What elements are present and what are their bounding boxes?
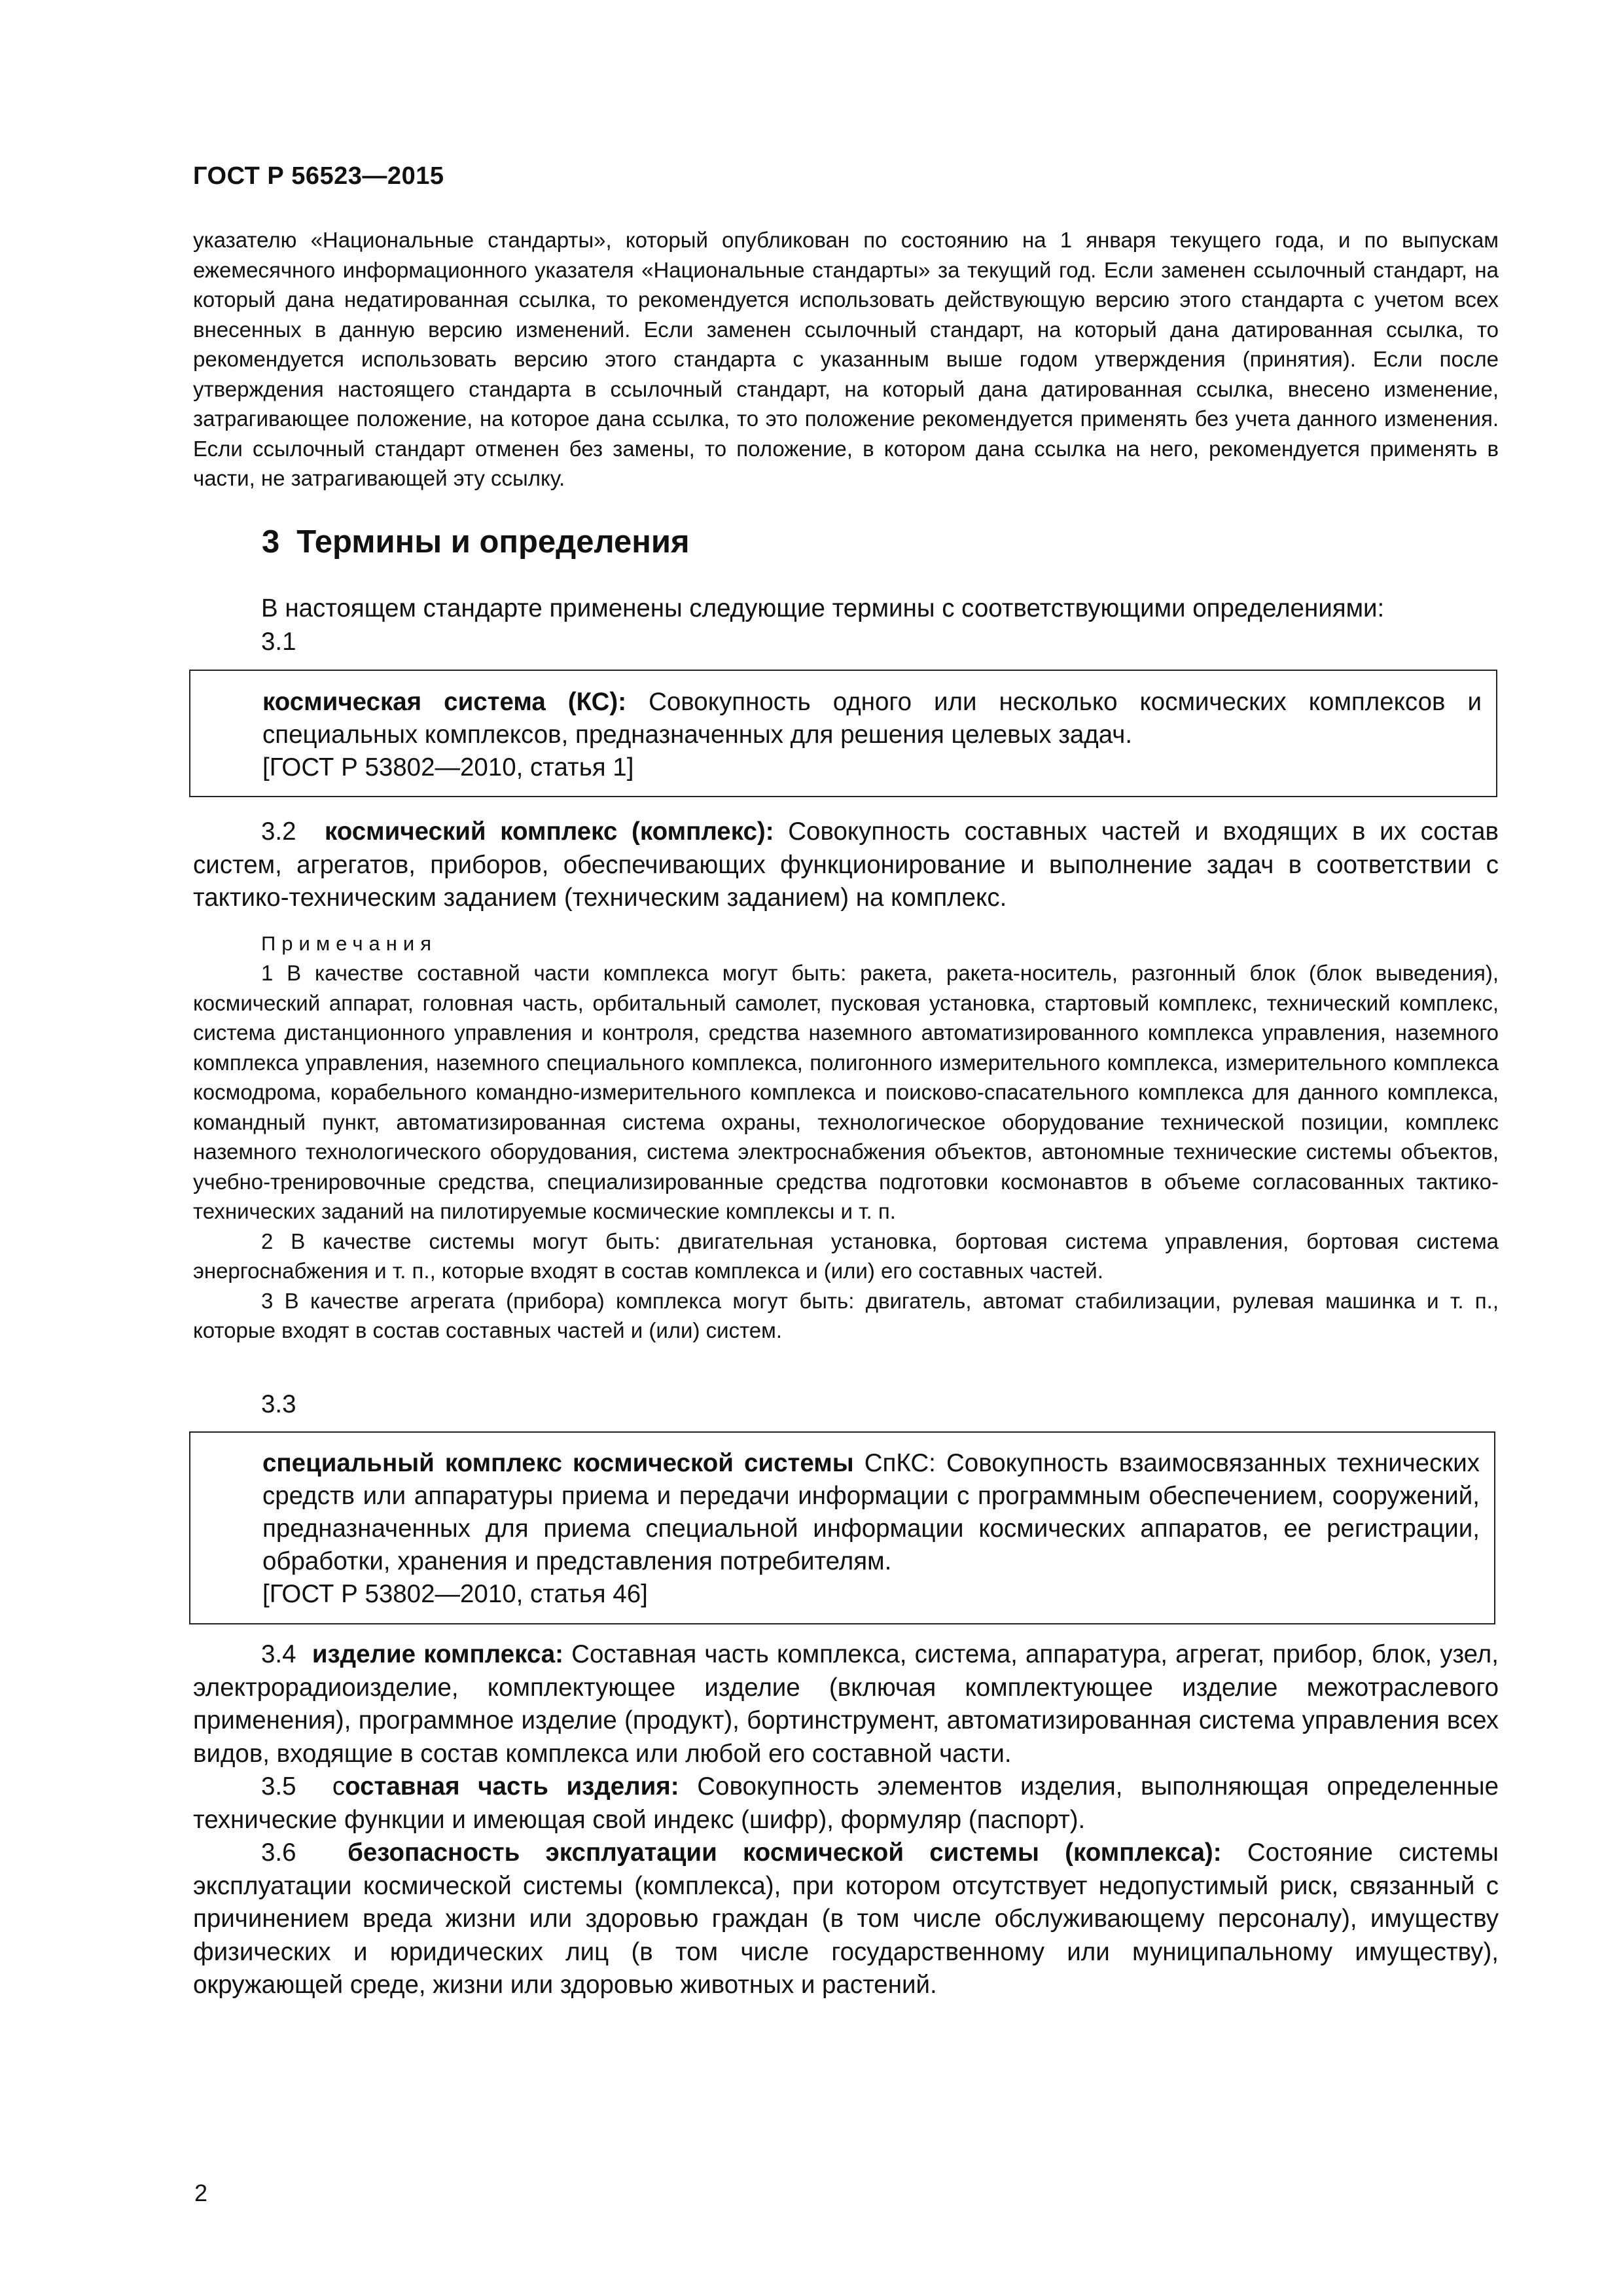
term-3-4-definition: Составная часть комплекса, система, аппаратура, агрегат, прибор, блок, узел, электрорадиоизделие, комплектующее изделие (включая комплектующее изделие межотраслевого применения), программное изделие (продукт), бортинструмент, автоматизированная система управления всех видов, входящие в состав комплекса или любой его составной части. xyxy=(193,1640,1499,1768)
term-3-3-text xyxy=(262,1447,1480,1578)
section-number: 3 xyxy=(262,524,280,560)
term-3-5-text xyxy=(193,1770,1499,1837)
term-3-1-definition: Совокупность одного или несколько космических комплексов и специальных комплексов, предназначенных для решения целевых задач. xyxy=(262,688,1482,749)
term-3-5-term: оставная часть изделия: xyxy=(345,1772,679,1801)
term-3-2-term: космический комплекс (комплекс): xyxy=(324,817,774,846)
term-3-2-definition: Совокупность составных частей и входящих в их состав систем, агрегатов, приборов, обеспечивающих функционирование и выполнение задач в соответствии с тактико-техническим заданием (техническим заданием) на комплекс. xyxy=(193,817,1499,912)
intro-paragraph-block xyxy=(193,225,1499,493)
section-lead: В настоящем стандарте применены следующие термины с соответствующими определениями: xyxy=(261,594,1385,622)
section-lead-block xyxy=(193,592,1499,626)
term-3-2-text xyxy=(193,816,1499,915)
term-3-1-label: 3.1 xyxy=(261,628,296,656)
term-3-1-term: космическая система (КС): xyxy=(262,688,627,716)
term-3-6-term: безопасность эксплуатации космической системы (комплекса): xyxy=(348,1839,1222,1867)
term-3-5-definition: Совокупность элементов изделия, выполняющая определенные технические функции и имеющая свой индекс (шифр), формуляр (паспорт). xyxy=(193,1772,1499,1834)
term-3-6-text xyxy=(193,1837,1499,2002)
term-3-5-label: 3.5 xyxy=(261,1772,296,1801)
term-3-2-label: 3.2 xyxy=(261,817,296,846)
term-3-6-label: 3.6 xyxy=(261,1839,296,1867)
notes-title: Примечания xyxy=(261,932,437,955)
note-item: 2 В качестве системы могут быть: двигательная установка, бортовая система управления, бортовая система энергоснабжения и т. п., которые входят в состав комплекса и (или) его составных частей. xyxy=(193,1229,1499,1283)
term-3-1-source: [ГОСТ Р 53802—2010, статья 1] xyxy=(262,753,634,781)
term-3-3-definition: СпКС: Совокупность взаимосвязанных технических средств или аппаратуры приема и передачи информации с программным обеспечением, сооружений, предназначенных для приема специальной информации космических аппаратов, ее регистрации, обработки, хранения и представления потребителям. xyxy=(262,1449,1480,1575)
term-3-2-block xyxy=(193,816,1499,915)
term-3-5-term-prefix: с xyxy=(332,1772,346,1801)
term-3-1-text xyxy=(262,686,1482,751)
section-title: Термины и определения xyxy=(296,524,690,560)
term-3-1-frame xyxy=(189,670,1497,797)
term-3-3-frame xyxy=(189,1431,1495,1624)
section-heading xyxy=(262,524,690,560)
term-3-3-source: [ГОСТ Р 53802—2010, статья 46] xyxy=(262,1580,648,1608)
document-code-header: ГОСТ Р 56523—2015 xyxy=(193,162,444,190)
intro-paragraph: указателю «Национальные стандарты», который опубликован по состоянию на 1 января текущего года, и по выпускам ежемесячного информационного указателя «Национальные стандарты» за текущий год. Если заменен ссылочный стандарт, на который дана недатированная ссылка, то рекомендуется использовать действующую версию этого стандарта с учетом всех внесенных в данную версию изменений. Если заменен ссылочный стандарт, на который дана датированная ссылка, то рекомендуется использовать версию этого стандарта с указанным выше годом утверждения (принятия). Если после утверждения настоящего стандарта в ссылочный стандарт, на который дана датированная ссылка, внесено изменение, затрагивающее положение, на которое дана ссылка, то это положение рекомендуется применять без учета данного изменения. Если ссылочный стандарт отменен без замены, то положение, в котором дана ссылка на него, рекомендуется применять в части, не затрагивающей эту ссылку. xyxy=(193,228,1499,490)
term-3-3-term: специальный комплекс космической системы xyxy=(262,1449,854,1477)
term-3-4-text xyxy=(193,1638,1499,1770)
note-item: 3 В качестве агрегата (прибора) комплекса могут быть: двигатель, автомат стабилизации, рулевая машинка и т. п., которые входят в состав составных частей и (или) систем. xyxy=(193,1288,1499,1342)
notes-block xyxy=(193,929,1499,1346)
term-3-4-term: изделие комплекса: xyxy=(312,1640,563,1668)
terms-3-4-to-3-6-block xyxy=(193,1638,1499,2002)
note-item: 1 В качестве составной части комплекса могут быть: ракета, ракета-носитель, разгонный блок (блок выведения), космический аппарат, головная часть, орбитальный самолет, пусковая установка, стартовый комплекс, технический комплекс, система дистанционного управления и контроля, средства наземного автоматизированного комплекса управления, наземного комплекса управления, наземного специального комплекса, полигонного измерительного комплекса, измерительного комплекса космодрома, корабельного командно-измерительного комплекса и поисково-спасательного комплекса для данного комплекса, командный пункт, автоматизированная система охраны, технологическое оборудование технической позиции, комплекс наземного технологического оборудования, система электроснабжения объектов, автономные технические системы объектов, учебно-тренировочные средства, специализированные средства подготовки космонавтов в объеме согласованных тактико-технических заданий на пилотируемые космические комплексы и т. п. xyxy=(193,961,1499,1223)
term-3-6-definition: Состояние системы эксплуатации космической системы (комплекса), при котором отсутствует недопустимый риск, связанный с причинением вреда жизни или здоровью граждан (в том числе обслуживающему персоналу), имуществу физических и юридических лиц (в том числе государственному или муниципальному имуществу), окружающей среде, жизни или здоровью животных и растений. xyxy=(193,1839,1499,1999)
term-3-4-label: 3.4 xyxy=(261,1640,296,1668)
term-3-3-label: 3.3 xyxy=(261,1390,296,1418)
page-number: 2 xyxy=(194,2179,208,2206)
